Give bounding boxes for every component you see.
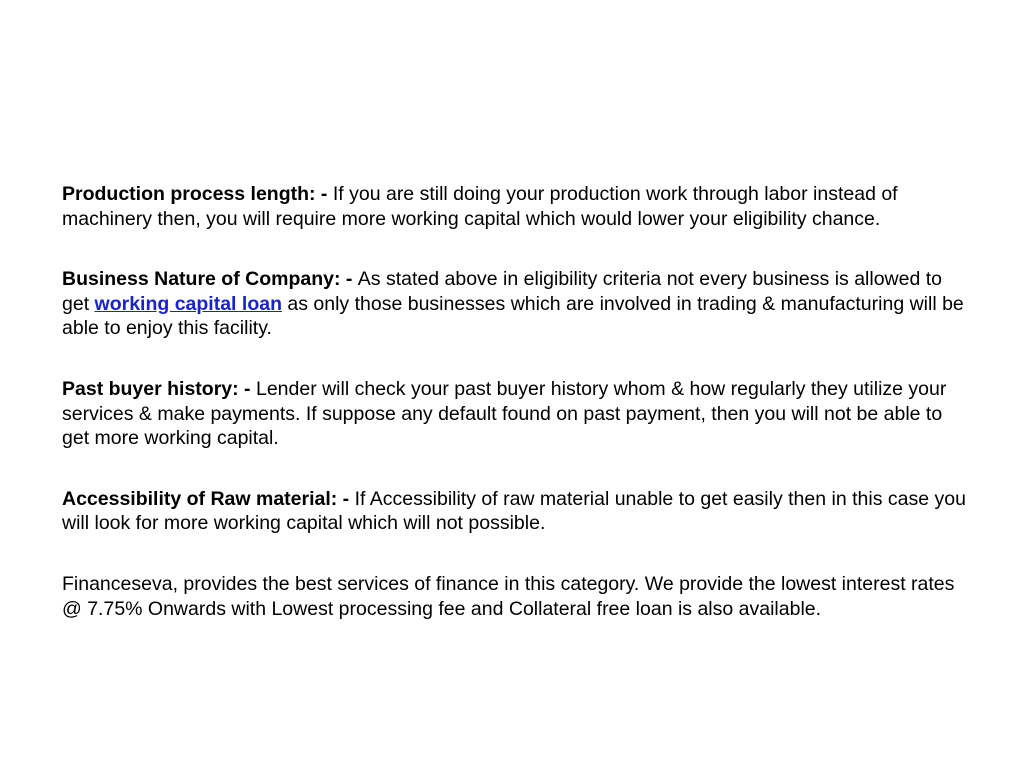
paragraph-financeseva: [62, 572, 974, 621]
paragraph-past-buyer-history: [62, 377, 974, 451]
slide-content: [62, 182, 974, 621]
working-capital-loan-link[interactable]: working capital loan: [94, 292, 282, 315]
paragraph-text: Lender will check your past buyer history whom & how regularly they utilize your services & make payments. If suppose any default found on past payment, then you will not be able to get more working capital.: [62, 377, 947, 450]
paragraph-text: If Accessibility of raw material unable to get easily then in this case you will look for more working capital which will not possible.: [62, 487, 966, 535]
paragraph-label: Past buyer history: -: [62, 377, 256, 400]
paragraph-production-process: [62, 182, 974, 231]
paragraph-raw-material: [62, 487, 974, 536]
paragraph-business-nature: [62, 267, 974, 341]
paragraph-label: Production process length: -: [62, 183, 333, 205]
paragraph-text: Financeseva, provides the best services of finance in this category. We provide the lowest interest rates @ 7.75% Onwards with Lowest processing fee and Collateral free loan is also available.: [62, 572, 955, 620]
paragraph-label: Accessibility of Raw material: -: [62, 487, 355, 510]
paragraph-text: as only those businesses which are involved in trading & manufacturing will be able to enjoy this facility.: [62, 292, 964, 340]
paragraph-text: If you are still doing your production work through labor instead of machinery then, you will require more working capital which would lower your eligibility chance.: [62, 183, 898, 230]
paragraph-label: Business Nature of Company: -: [62, 268, 358, 291]
paragraph-text: As stated above in eligibility criteria not every business is allowed to get: [62, 268, 943, 315]
